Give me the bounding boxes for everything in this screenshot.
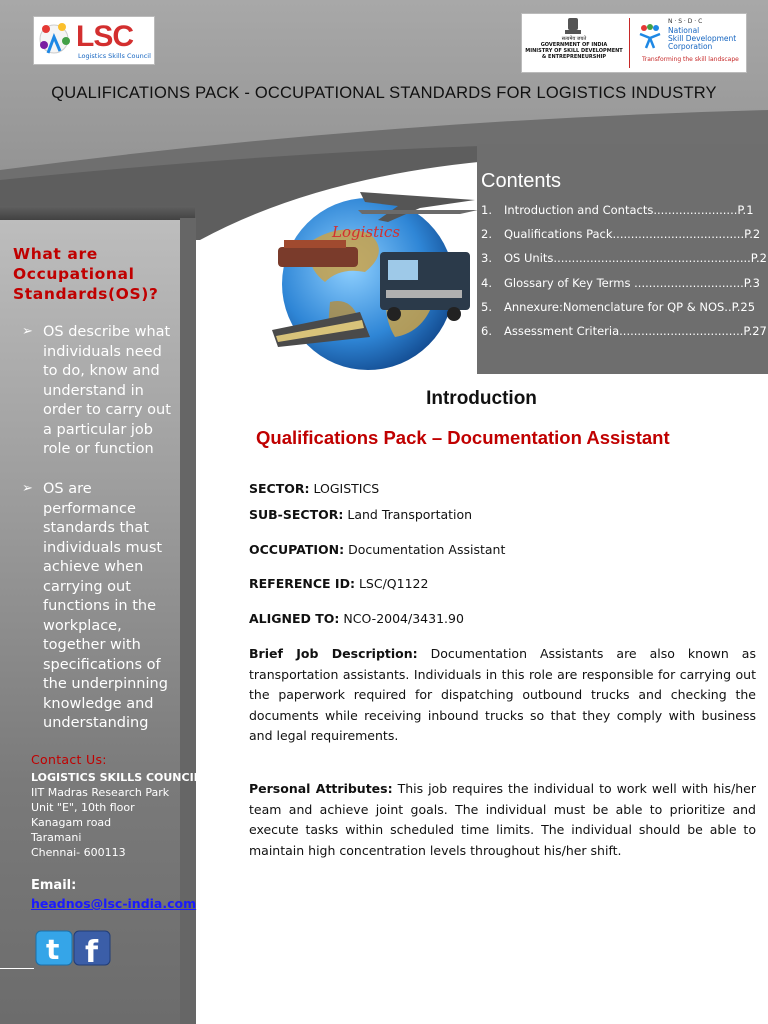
toc-item[interactable]: OS Units......................................................P.2	[504, 251, 767, 265]
subsector-label: SUB-SECTOR:	[249, 507, 344, 522]
lsc-logo-subtitle: Logistics Skills Council	[78, 52, 151, 60]
gov-line: सत्यमेव जयते	[561, 36, 587, 42]
toc-item[interactable]: Assessment Criteria..................................P.27	[504, 324, 767, 338]
introduction-heading: Introduction	[426, 388, 537, 409]
emblem-icon	[562, 16, 584, 36]
contact-address-line: Kanagam road	[31, 816, 112, 829]
os-heading-line: Standards(OS)?	[13, 285, 159, 303]
toc-number: 1.	[481, 203, 492, 217]
sector-value: LOGISTICS	[313, 481, 380, 496]
toc-item[interactable]: Annexure:Nomenclature for QP & NOS..P.25	[504, 300, 756, 314]
toc-number: 6.	[481, 324, 492, 338]
nsdc-name-line: Corporation	[668, 42, 713, 51]
occupation-label: OCCUPATION:	[249, 542, 345, 557]
occupation-field	[249, 542, 505, 557]
contents-title: Contents	[481, 170, 562, 192]
logistics-globe-illustration	[270, 172, 478, 372]
contact-address-line: Chennai- 600113	[31, 846, 126, 859]
occupation-value: Documentation Assistant	[348, 542, 506, 557]
arrow-bullet-icon: ➢	[22, 481, 33, 496]
os-heading-line: Occupational	[13, 265, 135, 283]
toc-item[interactable]: Introduction and Contacts.......................P.1	[504, 203, 754, 217]
contact-org: LOGISTICS SKILLS COUNCIL	[31, 771, 201, 784]
nsdc-name-line: Skill Development	[668, 34, 737, 43]
nsdc-figure-icon	[638, 24, 662, 50]
lsc-logo	[33, 16, 155, 65]
email-label: Email:	[31, 878, 77, 893]
os-bullet-2: OS are performance standards that individuals must achieve when carrying out functions in the workplace, together with specifications of the underpinning knowledge and understanding	[43, 481, 168, 731]
contact-address-line: Unit "E", 10th floor	[31, 801, 135, 814]
sector-label: SECTOR:	[249, 481, 310, 496]
reference-id-label: REFERENCE ID:	[249, 576, 355, 591]
toc-item[interactable]: Glossary of Key Terms ..............................P.3	[504, 276, 760, 290]
twitter-icon[interactable]	[35, 930, 73, 966]
subsector-field	[249, 507, 472, 522]
gov-line: & ENTREPRENEURSHIP	[541, 54, 607, 60]
personal-attributes-text: This job requires the individual to work well with his/her team and achieve joint goals. The individual must be able to prioritize and execute tasks within scheduled time limits. The individual should be able to maintain high concentration levels throughout his/her shift.	[249, 781, 756, 858]
reference-id-field	[249, 576, 428, 591]
government-text	[524, 36, 624, 60]
svg-text:f: f	[85, 935, 99, 966]
qualifications-pack-title: Qualifications Pack – Documentation Assistant	[256, 427, 670, 448]
toc-number: 5.	[481, 300, 492, 314]
svg-text:t: t	[46, 933, 60, 966]
toc-number: 2.	[481, 227, 492, 241]
reference-id-value: LSC/Q1122	[358, 576, 429, 591]
gov-line: MINISTRY OF SKILL DEVELOPMENT	[525, 48, 623, 54]
os-heading	[13, 244, 173, 304]
brief-job-description-label: Brief Job Description:	[249, 646, 418, 661]
nsdc-name-line: National	[668, 26, 700, 35]
government-nsdc-logo	[521, 13, 747, 73]
toc-number: 4.	[481, 276, 492, 290]
brief-job-description	[249, 644, 756, 747]
nsdc-tagline: Transforming the skill landscape	[642, 56, 739, 63]
brief-job-description-text: Documentation Assistants are also known as transportation assistants. Individuals in this role are responsible for carrying out the paperwork required for dispatching outbound trucks and checking the documents while receiving inbound trucks so that they comply with business and legal requirements.	[249, 646, 756, 743]
document-title: QUALIFICATIONS PACK - OCCUPATIONAL STANDARDS FOR LOGISTICS INDUSTRY	[51, 84, 717, 102]
arrow-bullet-icon: ➢	[22, 324, 33, 339]
facebook-icon[interactable]	[73, 930, 111, 966]
lsc-logo-text: LSC	[76, 20, 133, 53]
email-link[interactable]: headnos@lsc-india.com	[31, 896, 197, 911]
toc-number: 3.	[481, 251, 492, 265]
subsector-value: Land Transportation	[347, 507, 473, 522]
aligned-to-value: NCO-2004/3431.90	[343, 611, 464, 626]
os-heading-line: What are	[13, 245, 98, 263]
gov-line: GOVERNMENT OF INDIA	[540, 42, 608, 48]
aligned-to-field	[249, 611, 464, 626]
logistics-caption: Logistics	[332, 223, 401, 241]
sidebar-divider	[0, 968, 34, 969]
nsdc-acronym: N · S · D · C	[668, 18, 703, 25]
logo-divider	[629, 18, 630, 68]
toc-item[interactable]: Qualifications Pack....................................P.2	[504, 227, 761, 241]
aligned-to-label: ALIGNED TO:	[249, 611, 340, 626]
contact-heading: Contact Us:	[31, 752, 107, 767]
personal-attributes	[249, 779, 756, 861]
contact-address-line: Taramani	[31, 831, 82, 844]
contact-address-line: IIT Madras Research Park	[31, 786, 170, 799]
sector-field	[249, 481, 379, 496]
os-bullet-1: OS describe what individuals need to do, know and understand in order to carry out a particular job role or function	[43, 324, 171, 457]
personal-attributes-label: Personal Attributes:	[249, 781, 393, 796]
